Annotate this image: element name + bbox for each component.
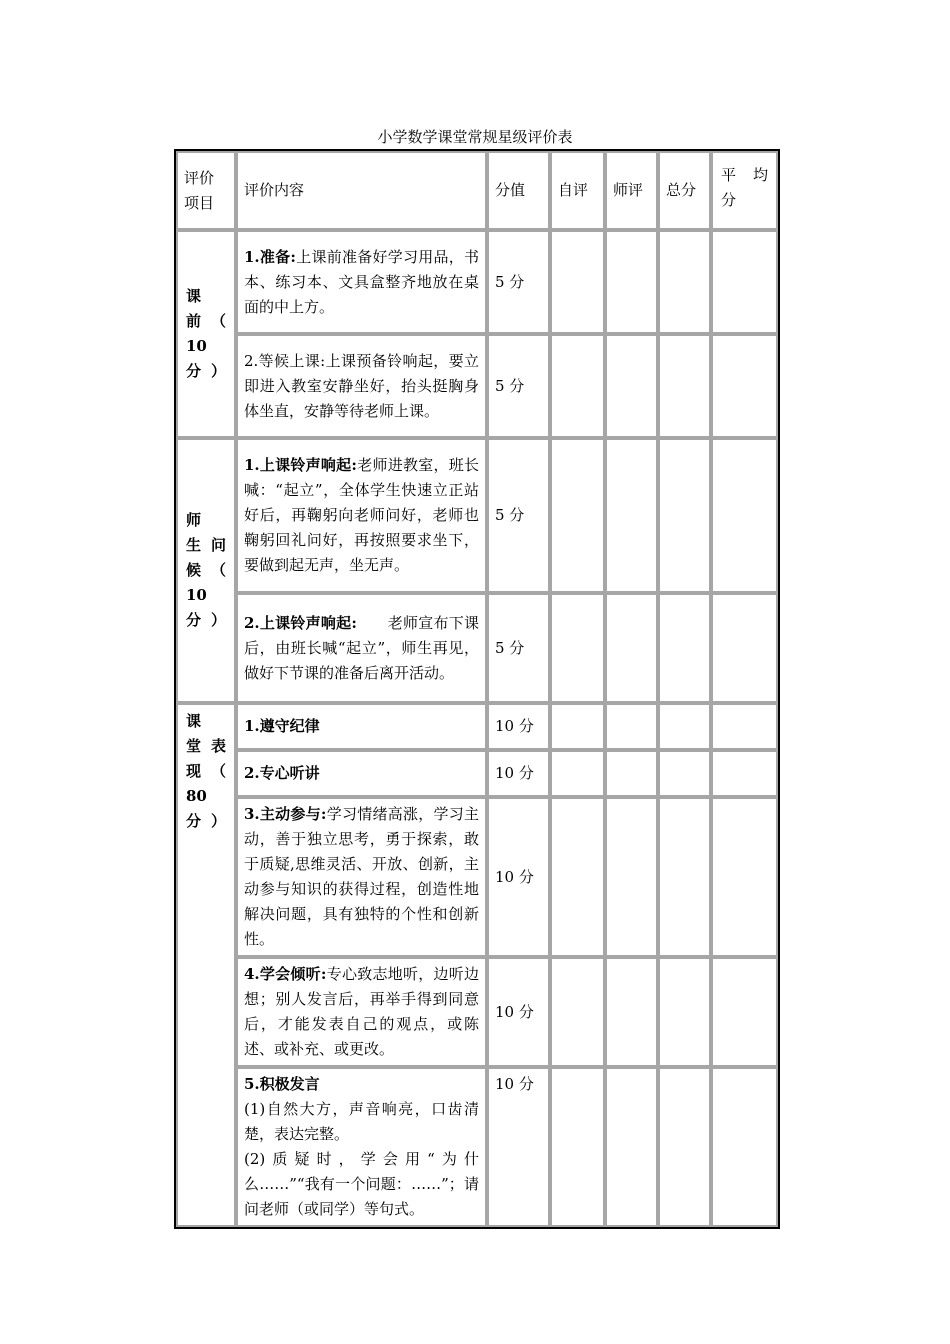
average-cell[interactable] — [711, 750, 778, 797]
total-cell[interactable] — [658, 750, 711, 797]
table-row — [176, 334, 778, 438]
teacher-eval-cell[interactable] — [605, 334, 658, 438]
average-cell[interactable] — [711, 797, 778, 957]
table-row — [176, 438, 778, 593]
teacher-eval-cell[interactable] — [605, 230, 658, 334]
score-cell: 10 分 — [487, 1067, 550, 1227]
content-cell: 5.积极发言 (1)自然大方，声音响亮，口齿清楚，表达完整。 (2)质疑时，学会用“为什么……”“我有一个问题：……”；请问老师（或同学）等句式。 — [236, 1067, 487, 1227]
header-row — [176, 151, 778, 230]
score-cell: 5 分 — [487, 438, 550, 593]
score-cell: 5 分 — [487, 334, 550, 438]
average-cell[interactable] — [711, 230, 778, 334]
self-eval-cell[interactable] — [550, 593, 605, 703]
table-row — [176, 1067, 778, 1227]
self-eval-cell[interactable] — [550, 1067, 605, 1227]
self-eval-cell[interactable] — [550, 750, 605, 797]
header-total: 总分 — [658, 151, 711, 230]
content-cell: 1.准备:上课前准备好学习用品，书本、练习本、文具盒整齐地放在桌面的中上方。 — [236, 230, 487, 334]
teacher-eval-cell[interactable] — [605, 750, 658, 797]
content-cell: 1.上课铃声响起:老师进教室，班长喊：“起立”，全体学生快速立正站好后，再鞠躬向老师问好，老师也鞠躬回礼问好，再按照要求坐下，要做到起无声，坐无声。 — [236, 438, 487, 593]
category-cell: 师 生问 候（ 10分） — [176, 438, 236, 703]
self-eval-cell[interactable] — [550, 703, 605, 750]
table-row — [176, 230, 778, 334]
teacher-eval-cell[interactable] — [605, 957, 658, 1067]
total-cell[interactable] — [658, 230, 711, 334]
total-cell[interactable] — [658, 334, 711, 438]
header-item: 评价项目 — [176, 151, 236, 230]
category-cell: 课 前（ 10分） — [176, 230, 236, 438]
table-row — [176, 593, 778, 703]
table-row — [176, 750, 778, 797]
content-cell: 1.遵守纪律 — [236, 703, 487, 750]
page-title: 小学数学课堂常规星级评价表 — [377, 128, 573, 146]
score-cell: 10 分 — [487, 797, 550, 957]
average-cell[interactable] — [711, 438, 778, 593]
total-cell[interactable] — [658, 438, 711, 593]
content-cell: 2.等候上课:上课预备铃响起，要立即进入教室安静坐好，抬头挺胸身体坐直，安静等待老师上课。 — [236, 334, 487, 438]
teacher-eval-cell[interactable] — [605, 593, 658, 703]
total-cell[interactable] — [658, 1067, 711, 1227]
total-cell[interactable] — [658, 797, 711, 957]
header-teacher: 师评 — [605, 151, 658, 230]
total-cell[interactable] — [658, 703, 711, 750]
table-row — [176, 703, 778, 750]
score-cell: 5 分 — [487, 230, 550, 334]
teacher-eval-cell[interactable] — [605, 1067, 658, 1227]
average-cell[interactable] — [711, 1067, 778, 1227]
teacher-eval-cell[interactable] — [605, 438, 658, 593]
header-self: 自评 — [550, 151, 605, 230]
content-cell: 3.主动参与:学习情绪高涨，学习主动，善于独立思考，勇于探索，敢于质疑,思维灵活、开放、创新，主动参与知识的获得过程，创造性地解决问题，具有独特的个性和创新性。 — [236, 797, 487, 957]
self-eval-cell[interactable] — [550, 334, 605, 438]
self-eval-cell[interactable] — [550, 438, 605, 593]
category-cell: 课 堂表 现（ 80分） — [176, 703, 236, 1227]
self-eval-cell[interactable] — [550, 957, 605, 1067]
table-row — [176, 957, 778, 1067]
total-cell[interactable] — [658, 593, 711, 703]
header-score: 分值 — [487, 151, 550, 230]
evaluation-table — [174, 149, 780, 1229]
average-cell[interactable] — [711, 593, 778, 703]
self-eval-cell[interactable] — [550, 230, 605, 334]
content-cell: 4.学会倾听:专心致志地听，边听边想；别人发言后，再举手得到同意后，才能发表自己的观点，或陈述、或补充、或更改。 — [236, 957, 487, 1067]
score-cell: 10 分 — [487, 703, 550, 750]
teacher-eval-cell[interactable] — [605, 703, 658, 750]
average-cell[interactable] — [711, 957, 778, 1067]
average-cell[interactable] — [711, 334, 778, 438]
teacher-eval-cell[interactable] — [605, 797, 658, 957]
self-eval-cell[interactable] — [550, 797, 605, 957]
score-cell: 5 分 — [487, 593, 550, 703]
content-cell: 2.上课铃声响起: 老师宣布下课后，由班长喊“起立”，师生再见，做好下节课的准备后离开活动。 — [236, 593, 487, 703]
header-content: 评价内容 — [236, 151, 487, 230]
content-cell: 2.专心听讲 — [236, 750, 487, 797]
score-cell: 10 分 — [487, 957, 550, 1067]
total-cell[interactable] — [658, 957, 711, 1067]
score-cell: 10 分 — [487, 750, 550, 797]
average-cell[interactable] — [711, 703, 778, 750]
table-row — [176, 797, 778, 957]
header-average: 平 均分 — [711, 151, 778, 230]
